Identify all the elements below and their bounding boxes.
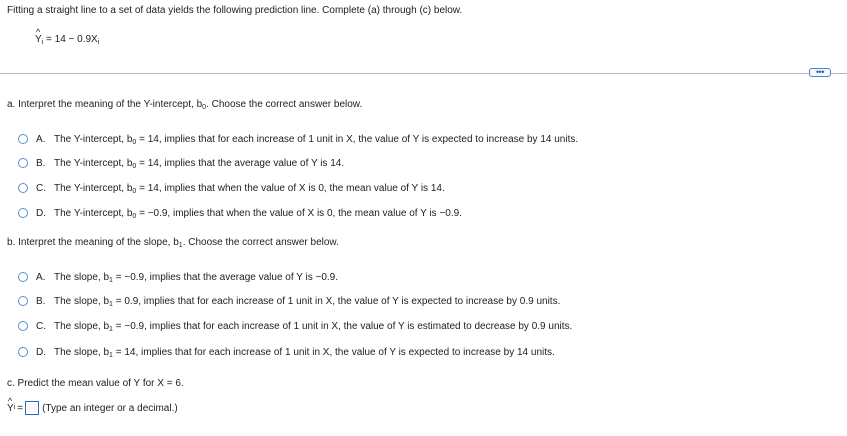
- part-a-prompt: a. Interpret the meaning of the Y-intercept, $b_0$. Choose the correct answer below.: [7, 99, 363, 111]
- part-c-answer-row: ^ Y i = (Type an integer or a decimal.): [7, 401, 178, 415]
- radio-button[interactable]: [18, 296, 28, 306]
- option-letter: A.: [36, 271, 46, 283]
- radio-button[interactable]: [18, 347, 28, 357]
- section-divider: [0, 73, 847, 74]
- part-b-prompt: b. Interpret the meaning of the slope, $b_1$. Choose the correct answer below.: [7, 237, 339, 249]
- radio-button[interactable]: [18, 158, 28, 168]
- part-a-option-b[interactable]: [18, 156, 344, 170]
- option-text: The slope, $b_1 = 14$, implies that for each increase of 1 unit in X, the value of Y is expected to increase by 14 units.: [54, 346, 555, 359]
- option-letter: D.: [36, 207, 46, 219]
- option-text: The Y-intercept, $b_0 = 14$, implies that when the value of X is 0, the mean value of Y is 14.: [54, 182, 445, 195]
- prediction-equation: ^ $Y_i = 14 - 0.9X_i$: [35, 34, 99, 45]
- mean-y-answer-input[interactable]: [25, 401, 39, 415]
- part-b-option-a[interactable]: [18, 270, 338, 284]
- part-a-option-d[interactable]: [18, 206, 462, 220]
- option-letter: B.: [36, 157, 46, 169]
- part-b-option-b[interactable]: [18, 294, 560, 308]
- option-text: The slope, $b_1 = 0.9$, implies that for each increase of 1 unit in X, the value of Y is expected to increase by 0.9 units.: [54, 295, 561, 308]
- radio-button[interactable]: [18, 134, 28, 144]
- option-text: The Y-intercept, $b_0 = 14$, implies that the average value of Y is 14.: [54, 157, 345, 170]
- option-text: The Y-intercept, $b_0 = 14$, implies that for each increase of 1 unit in X, the value of Y is expected to increase by 14 units.: [54, 133, 579, 146]
- option-text: The Y-intercept, $b_0 = -0.9$, implies that when the value of X is 0, the mean value of Y is −0.9.: [54, 207, 462, 220]
- equation-rhs: = 14 − 0.9X: [46, 34, 98, 45]
- option-letter: B.: [36, 295, 46, 307]
- radio-button[interactable]: [18, 321, 28, 331]
- option-letter: D.: [36, 346, 46, 358]
- part-c-prompt: c. Predict the mean value of Y for X = 6.: [7, 378, 184, 389]
- radio-button[interactable]: [18, 183, 28, 193]
- option-letter: C.: [36, 182, 46, 194]
- option-letter: C.: [36, 320, 46, 332]
- option-text: The slope, $b_1 = -0.9$, implies that the average value of Y is −0.9.: [54, 271, 339, 284]
- y-hat-symbol: ^ Y: [35, 34, 42, 45]
- option-text: The slope, $b_1 = -0.9$, implies that for each increase of 1 unit in X, the value of Y is estimated to decrease by 0.9 units.: [54, 320, 573, 333]
- y-hat-symbol: ^ Y: [7, 403, 14, 414]
- radio-button[interactable]: [18, 208, 28, 218]
- equals-sign: =: [17, 402, 24, 414]
- part-b-option-c[interactable]: [18, 319, 572, 333]
- option-letter: A.: [36, 133, 46, 145]
- problem-intro: Fitting a straight line to a set of data yields the following prediction line. Complete (a) through (c) below.: [7, 5, 463, 16]
- part-a-option-a[interactable]: [18, 132, 578, 146]
- more-options-button[interactable]: •••: [809, 68, 831, 77]
- part-b-option-d[interactable]: [18, 345, 555, 359]
- part-a-option-c[interactable]: [18, 181, 445, 195]
- answer-hint: (Type an integer or a decimal.): [42, 402, 178, 414]
- radio-button[interactable]: [18, 272, 28, 282]
